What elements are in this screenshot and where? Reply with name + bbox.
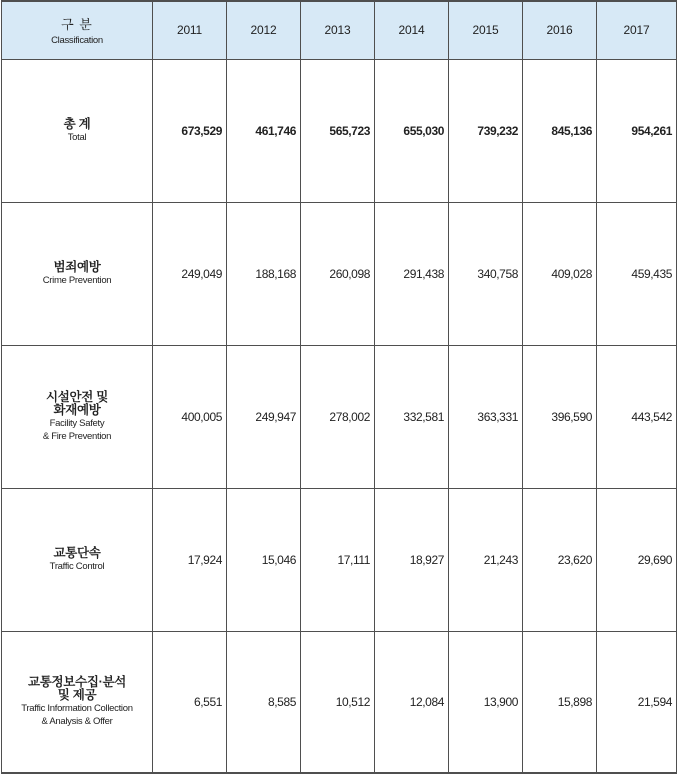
value-cell: 845,136 [523, 59, 597, 202]
statistics-table [1, 0, 677, 774]
classification-label-en: Classification [51, 35, 103, 47]
row-label-ko: 총 계 [63, 116, 91, 131]
row-label-ko: 및 제공 [57, 687, 97, 702]
year-header-2017: 2017 [597, 1, 677, 59]
value-cell: 21,594 [597, 631, 677, 773]
value-cell: 6,551 [153, 631, 227, 773]
value-cell: 29,690 [597, 488, 677, 631]
row-label [2, 631, 153, 773]
row-label-ko: 교통단속 [53, 545, 101, 560]
row-label [2, 345, 153, 488]
row-label [2, 59, 153, 202]
value-cell: 461,746 [227, 59, 301, 202]
value-cell: 249,049 [153, 202, 227, 345]
value-cell: 21,243 [449, 488, 523, 631]
table-row-facility-safety [2, 345, 677, 488]
table-row-traffic-control [2, 488, 677, 631]
value-cell: 409,028 [523, 202, 597, 345]
value-cell: 443,542 [597, 345, 677, 488]
value-cell: 340,758 [449, 202, 523, 345]
value-cell: 18,927 [375, 488, 449, 631]
classification-header [2, 1, 153, 59]
year-header-2013: 2013 [301, 1, 375, 59]
value-cell: 278,002 [301, 345, 375, 488]
value-cell: 291,438 [375, 202, 449, 345]
value-cell: 400,005 [153, 345, 227, 488]
row-label-ko: 교통정보수집·분석 [27, 674, 127, 689]
table-row-total [2, 59, 677, 202]
value-cell: 17,924 [153, 488, 227, 631]
row-label [2, 202, 153, 345]
year-header-2016: 2016 [523, 1, 597, 59]
year-header-2014: 2014 [375, 1, 449, 59]
row-label-en: Total [67, 131, 87, 143]
row-label-en: Traffic Information Collection [21, 702, 133, 714]
value-cell: 10,512 [301, 631, 375, 773]
value-cell: 15,046 [227, 488, 301, 631]
value-cell: 260,098 [301, 202, 375, 345]
table-header [2, 1, 677, 59]
value-cell: 739,232 [449, 59, 523, 202]
year-header-2011: 2011 [153, 1, 227, 59]
year-header-2012: 2012 [227, 1, 301, 59]
row-label [2, 488, 153, 631]
value-cell: 12,084 [375, 631, 449, 773]
table-row-crime-prevention [2, 202, 677, 345]
row-label-ko: 시설안전 및 [45, 389, 109, 404]
value-cell: 565,723 [301, 59, 375, 202]
row-label-en: & Analysis & Offer [41, 715, 113, 727]
row-label-ko: 범죄예방 [53, 259, 101, 274]
row-label-ko: 화재예방 [53, 402, 101, 417]
value-cell: 363,331 [449, 345, 523, 488]
value-cell: 188,168 [227, 202, 301, 345]
row-label-en: Crime Prevention [42, 274, 112, 286]
value-cell: 459,435 [597, 202, 677, 345]
classification-label-ko: 구 분 [61, 17, 93, 33]
table-row-traffic-information [2, 631, 677, 773]
value-cell: 8,585 [227, 631, 301, 773]
row-label-en: & Fire Prevention [42, 430, 112, 442]
row-label-en: Traffic Control [49, 560, 105, 572]
value-cell: 249,947 [227, 345, 301, 488]
value-cell: 17,111 [301, 488, 375, 631]
year-header-2015: 2015 [449, 1, 523, 59]
value-cell: 396,590 [523, 345, 597, 488]
value-cell: 954,261 [597, 59, 677, 202]
value-cell: 655,030 [375, 59, 449, 202]
value-cell: 673,529 [153, 59, 227, 202]
row-label-en: Facility Safety [49, 417, 105, 429]
value-cell: 15,898 [523, 631, 597, 773]
value-cell: 332,581 [375, 345, 449, 488]
value-cell: 23,620 [523, 488, 597, 631]
value-cell: 13,900 [449, 631, 523, 773]
